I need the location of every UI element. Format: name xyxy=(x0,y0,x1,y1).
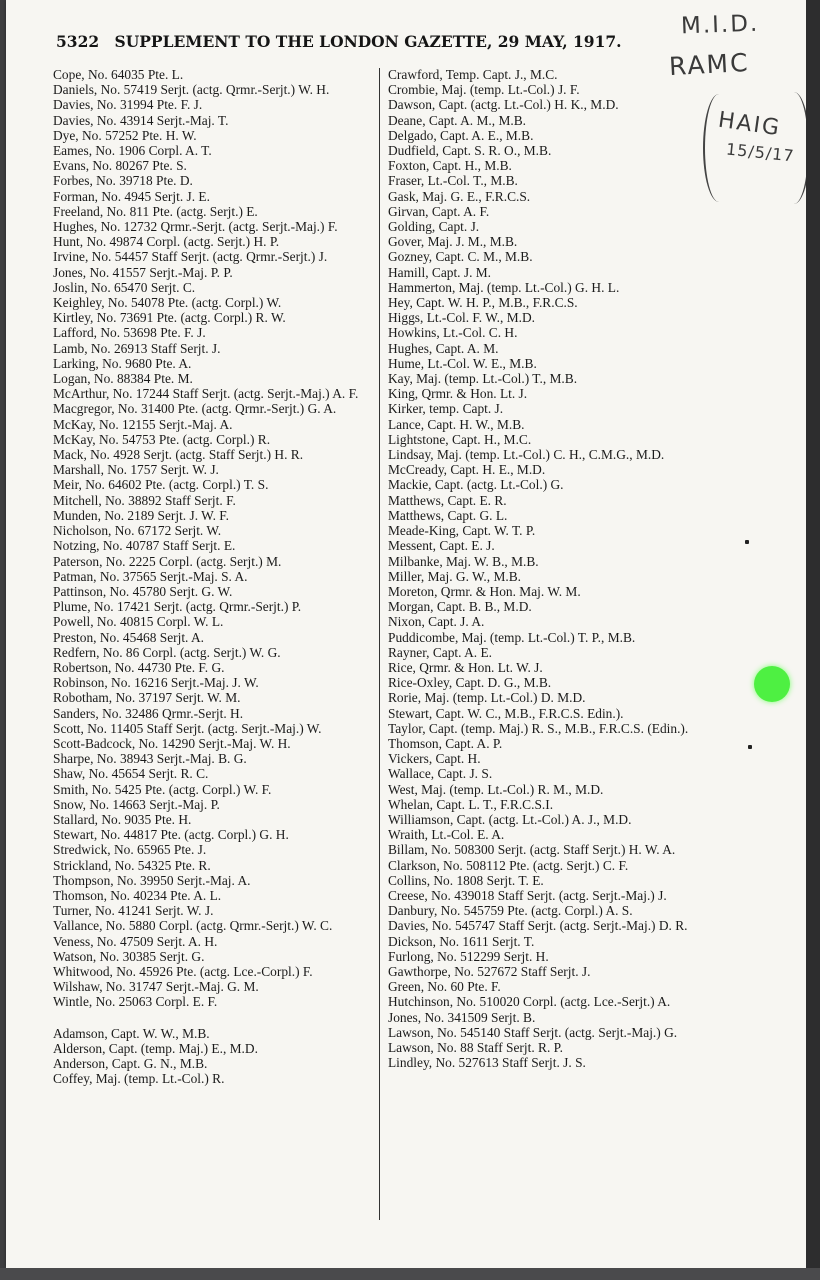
list-item: Foxton, Capt. H., M.B. xyxy=(388,158,512,174)
list-item: Notzing, No. 40787 Staff Serjt. E. xyxy=(53,538,236,554)
list-item: Stallard, No. 9035 Pte. H. xyxy=(53,811,192,827)
list-item: Dickson, No. 1611 Serjt. T. xyxy=(388,933,535,949)
list-item: Stewart, Capt. W. C., M.B., F.R.C.S. Edin.). xyxy=(388,705,624,721)
list-item: Anderson, Capt. G. N., M.B. xyxy=(53,1056,208,1071)
list-item: Golding, Capt. J. xyxy=(388,219,480,235)
list-item: Pattinson, No. 45780 Serjt. G. W. xyxy=(53,583,233,599)
list-item: Jones, No. 341509 Serjt. B. xyxy=(388,1009,536,1025)
list-item: Logan, No. 88384 Pte. M. xyxy=(53,371,193,387)
list-item: Billam, No. 508300 Serjt. (actg. Staff Serjt.) H. W. A. xyxy=(388,842,676,858)
list-item: Snow, No. 14663 Serjt.-Maj. P. xyxy=(53,796,220,812)
page-number: 5322 xyxy=(56,32,100,51)
list-item: Vallance, No. 5880 Corpl. (actg. Qrmr.-Serjt.) W. C. xyxy=(53,918,333,934)
ink-mark xyxy=(745,540,749,544)
list-item: Deane, Capt. A. M., M.B. xyxy=(388,112,526,128)
list-item: Howkins, Lt.-Col. C. H. xyxy=(388,325,518,341)
right-column xyxy=(388,67,706,1070)
list-item: Wallace, Capt. J. S. xyxy=(388,766,493,782)
list-item: Lightstone, Capt. H., M.C. xyxy=(388,431,532,447)
list-item: Thompson, No. 39950 Serjt.-Maj. A. xyxy=(53,872,251,888)
page-title: SUPPLEMENT TO THE LONDON GAZETTE, 29 MAY, 1917. xyxy=(114,32,622,51)
list-item: Rice-Oxley, Capt. D. G., M.B. xyxy=(388,675,552,691)
list-item: Smith, No. 5425 Pte. (actg. Corpl.) W. F. xyxy=(53,781,272,797)
handwritten-ramc-note: RAMC xyxy=(668,47,751,82)
list-item: Irvine, No. 54457 Staff Serjt. (actg. Qrmr.-Serjt.) J. xyxy=(53,249,328,265)
list-item: Sanders, No. 32486 Qrmr.-Serjt. H. xyxy=(53,705,244,721)
list-item: Joslin, No. 65470 Serjt. C. xyxy=(53,279,196,295)
gazette-page xyxy=(6,0,806,1268)
handwritten-mid-note: M.I.D. xyxy=(680,10,760,40)
section-gap xyxy=(53,1010,371,1026)
ink-mark xyxy=(748,745,752,749)
list-item: Keighley, No. 54078 Pte. (actg. Corpl.) W. xyxy=(53,295,282,311)
list-item: Clarkson, No. 508112 Pte. (actg. Serjt.) C. F. xyxy=(388,857,629,873)
list-item: Higgs, Lt.-Col. F. W., M.D. xyxy=(388,310,535,326)
list-item: Freeland, No. 811 Pte. (actg. Serjt.) E. xyxy=(53,203,258,219)
list-item: Delgado, Capt. A. E., M.B. xyxy=(388,127,534,143)
list-item: Robertson, No. 44730 Pte. F. G. xyxy=(53,659,225,675)
list-item: Kay, Maj. (temp. Lt.-Col.) T., M.B. xyxy=(388,371,578,387)
list-item: Gozney, Capt. C. M., M.B. xyxy=(388,249,533,265)
list-item: Rorie, Maj. (temp. Lt.-Col.) D. M.D. xyxy=(388,690,586,706)
list-item: Morgan, Capt. B. B., M.D. xyxy=(388,599,532,615)
list-item: Alderson, Capt. (temp. Maj.) E., M.D. xyxy=(53,1040,258,1056)
list-item: Milbanke, Maj. W. B., M.B. xyxy=(388,553,539,569)
green-marker-dot xyxy=(754,666,790,702)
list-item: Thomson, Capt. A. P. xyxy=(388,735,503,751)
list-item: Marshall, No. 1757 Serjt. W. J. xyxy=(53,462,219,478)
list-item: Danbury, No. 545759 Pte. (actg. Corpl.) A. S. xyxy=(388,903,633,919)
list-item: Kirtley, No. 73691 Pte. (actg. Corpl.) R. W. xyxy=(53,310,286,326)
list-item: Watson, No. 30385 Serjt. G. xyxy=(53,948,205,964)
list-item: Patman, No. 37565 Serjt.-Maj. S. A. xyxy=(53,568,248,584)
scan-edge-right xyxy=(806,0,820,1280)
list-item: Gawthorpe, No. 527672 Staff Serjt. J. xyxy=(388,963,591,979)
list-item: Hume, Lt.-Col. W. E., M.B. xyxy=(388,355,537,371)
list-item: Larking, No. 9680 Pte. A. xyxy=(53,355,192,371)
list-item: Whelan, Capt. L. T., F.R.C.S.I. xyxy=(388,796,554,812)
list-item: Lawson, No. 88 Staff Serjt. R. P. xyxy=(388,1040,563,1055)
list-item: Miller, Maj. G. W., M.B. xyxy=(388,568,522,584)
list-item: Adamson, Capt. W. W., M.B. xyxy=(53,1025,210,1041)
list-item: King, Qrmr. & Hon. Lt. J. xyxy=(388,386,528,402)
list-item: Creese, No. 439018 Staff Serjt. (actg. Serjt.-Maj.) J. xyxy=(388,887,667,903)
list-item: Davies, No. 545747 Staff Serjt. (actg. Serjt.-Maj.) D. R. xyxy=(388,918,688,934)
list-item: Dye, No. 57252 Pte. H. W. xyxy=(53,127,197,143)
list-item: Vickers, Capt. H. xyxy=(388,751,481,767)
list-item: Plume, No. 17421 Serjt. (actg. Qrmr.-Serjt.) P. xyxy=(53,599,302,615)
list-item: Nixon, Capt. J. A. xyxy=(388,614,485,630)
list-item: Paterson, No. 2225 Corpl. (actg. Serjt.) M. xyxy=(53,553,282,569)
list-item: Lawson, No. 545140 Staff Serjt. (actg. Serjt.-Maj.) G. xyxy=(388,1024,678,1040)
list-item: Munden, No. 2189 Serjt. J. W. F. xyxy=(53,507,229,523)
list-item: Strickland, No. 54325 Pte. R. xyxy=(53,857,211,873)
list-item: Kirker, temp. Capt. J. xyxy=(388,401,504,417)
list-item: Rayner, Capt. A. E. xyxy=(388,644,492,660)
list-item: Stewart, No. 44817 Pte. (actg. Corpl.) G. H. xyxy=(53,827,289,843)
list-item: Robotham, No. 37197 Serjt. W. M. xyxy=(53,690,241,706)
list-item: Meir, No. 64602 Pte. (actg. Corpl.) T. S. xyxy=(53,477,269,493)
list-item: Nicholson, No. 67172 Serjt. W. xyxy=(53,523,222,539)
handwritten-haig-note: HAIG xyxy=(716,107,783,142)
list-item: Evans, No. 80267 Pte. S. xyxy=(53,158,187,174)
list-item: Hunt, No. 49874 Corpl. (actg. Serjt.) H. P. xyxy=(53,234,280,250)
list-item: Dudfield, Capt. S. R. O., M.B. xyxy=(388,143,552,159)
list-item: Scott, No. 11405 Staff Serjt. (actg. Serjt.-Maj.) W. xyxy=(53,720,322,736)
list-item: Girvan, Capt. A. F. xyxy=(388,203,490,219)
list-item: Forbes, No. 39718 Pte. D. xyxy=(53,173,193,189)
list-item: Dawson, Capt. (actg. Lt.-Col.) H. K., M.D. xyxy=(388,97,619,113)
list-item: Wraith, Lt.-Col. E. A. xyxy=(388,827,505,843)
list-item: Mackie, Capt. (actg. Lt.-Col.) G. xyxy=(388,477,564,493)
list-item: Lindsay, Maj. (temp. Lt.-Col.) C. H., C.M.G., M.D. xyxy=(388,447,665,463)
list-item: Hutchinson, No. 510020 Corpl. (actg. Lce.-Serjt.) A. xyxy=(388,994,671,1010)
list-item: Turner, No. 41241 Serjt. W. J. xyxy=(53,903,214,919)
list-item: Moreton, Qrmr. & Hon. Maj. W. M. xyxy=(388,583,581,599)
list-item: Puddicombe, Maj. (temp. Lt.-Col.) T. P., M.B. xyxy=(388,629,636,645)
list-item: West, Maj. (temp. Lt.-Col.) R. M., M.D. xyxy=(388,781,604,797)
list-item: Thomson, No. 40234 Pte. A. L. xyxy=(53,887,222,903)
list-item: Hammerton, Maj. (temp. Lt.-Col.) G. H. L. xyxy=(388,279,620,295)
list-item: Scott-Badcock, No. 14290 Serjt.-Maj. W. H. xyxy=(53,735,291,751)
list-item: Redfern, No. 86 Corpl. (actg. Serjt.) W. G. xyxy=(53,644,281,660)
page-header xyxy=(56,32,656,51)
list-item: Forman, No. 4945 Serjt. J. E. xyxy=(53,188,210,204)
list-item: Lafford, No. 53698 Pte. F. J. xyxy=(53,325,206,341)
list-item: Veness, No. 47509 Serjt. A. H. xyxy=(53,933,218,949)
list-item: Powell, No. 40815 Corpl. W. L. xyxy=(53,614,224,630)
list-item: Crawford, Temp. Capt. J., M.C. xyxy=(388,67,558,82)
left-column xyxy=(53,67,371,1086)
list-item: Taylor, Capt. (temp. Maj.) R. S., M.B., F.R.C.S. (Edin.). xyxy=(388,720,689,736)
list-item: Mitchell, No. 38892 Staff Serjt. F. xyxy=(53,492,236,508)
list-item: Rice, Qrmr. & Hon. Lt. W. J. xyxy=(388,659,543,675)
list-item: Meade-King, Capt. W. T. P. xyxy=(388,523,536,539)
list-item: Collins, No. 1808 Serjt. T. E. xyxy=(388,872,544,888)
list-item: Hughes, No. 12732 Qrmr.-Serjt. (actg. Serjt.-Maj.) F. xyxy=(53,219,338,235)
list-item: McArthur, No. 17244 Staff Serjt. (actg. Serjt.-Maj.) A. F. xyxy=(53,386,359,402)
list-item: Lance, Capt. H. W., M.B. xyxy=(388,416,525,432)
handwritten-date-note: 15/5/17 xyxy=(725,139,796,166)
list-item: Davies, No. 31994 Pte. F. J. xyxy=(53,97,203,113)
list-item: Hamill, Capt. J. M. xyxy=(388,264,492,280)
list-item: Preston, No. 45468 Serjt. A. xyxy=(53,629,205,645)
list-item: Crombie, Maj. (temp. Lt.-Col.) J. F. xyxy=(388,82,580,98)
list-item: Eames, No. 1906 Corpl. A. T. xyxy=(53,143,212,159)
list-item: Wintle, No. 25063 Corpl. E. F. xyxy=(53,994,218,1010)
list-item: Mack, No. 4928 Serjt. (actg. Staff Serjt.) H. R. xyxy=(53,447,304,463)
list-item: Furlong, No. 512299 Serjt. H. xyxy=(388,948,549,964)
list-item: Gover, Maj. J. M., M.B. xyxy=(388,234,518,250)
list-item: Messent, Capt. E. J. xyxy=(388,538,495,554)
list-item: Macgregor, No. 31400 Pte. (actg. Qrmr.-Serjt.) G. A. xyxy=(53,401,337,417)
column-divider xyxy=(379,68,380,1220)
list-item: Lamb, No. 26913 Staff Serjt. J. xyxy=(53,340,221,356)
list-item: Sharpe, No. 38943 Serjt.-Maj. B. G. xyxy=(53,751,247,767)
list-item: Jones, No. 41557 Serjt.-Maj. P. P. xyxy=(53,264,233,280)
list-item: Daniels, No. 57419 Serjt. (actg. Qrmr.-Serjt.) W. H. xyxy=(53,82,330,98)
list-item: Williamson, Capt. (actg. Lt.-Col.) A. J., M.D. xyxy=(388,811,632,827)
scan-edge-bottom xyxy=(0,1268,820,1280)
list-item: Wilshaw, No. 31747 Serjt.-Maj. G. M. xyxy=(53,979,259,995)
list-item: Green, No. 60 Pte. F. xyxy=(388,979,501,995)
list-item: Gask, Maj. G. E., F.R.C.S. xyxy=(388,188,531,204)
list-item: Whitwood, No. 45926 Pte. (actg. Lce.-Corpl.) F. xyxy=(53,963,313,979)
list-item: Lindley, No. 527613 Staff Serjt. J. S. xyxy=(388,1055,586,1071)
list-item: McKay, No. 54753 Pte. (actg. Corpl.) R. xyxy=(53,431,271,447)
list-item: McKay, No. 12155 Serjt.-Maj. A. xyxy=(53,416,233,432)
list-item: Matthews, Capt. E. R. xyxy=(388,492,507,508)
list-item: Cope, No. 64035 Pte. L. xyxy=(53,67,184,82)
list-item: Coffey, Maj. (temp. Lt.-Col.) R. xyxy=(53,1071,225,1087)
list-item: Stredwick, No. 65965 Pte. J. xyxy=(53,842,207,858)
list-item: Hughes, Capt. A. M. xyxy=(388,340,499,356)
list-item: Shaw, No. 45654 Serjt. R. C. xyxy=(53,766,209,782)
list-item: Davies, No. 43914 Serjt.-Maj. T. xyxy=(53,112,229,128)
list-item: McCready, Capt. H. E., M.D. xyxy=(388,462,546,478)
list-item: Hey, Capt. W. H. P., M.B., F.R.C.S. xyxy=(388,295,578,311)
list-item: Fraser, Lt.-Col. T., M.B. xyxy=(388,173,518,189)
list-item: Matthews, Capt. G. L. xyxy=(388,507,508,523)
list-item: Robinson, No. 16216 Serjt.-Maj. J. W. xyxy=(53,675,259,691)
